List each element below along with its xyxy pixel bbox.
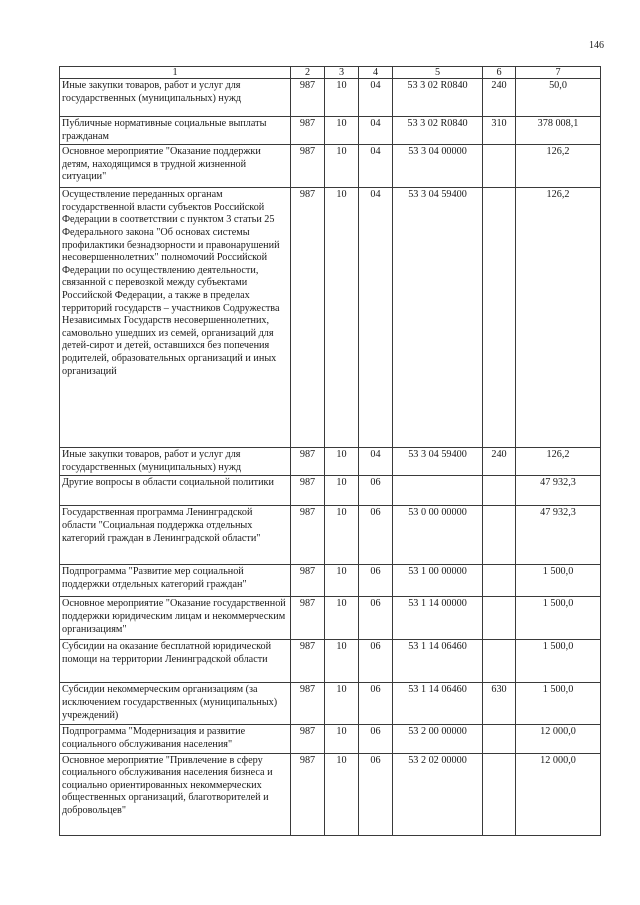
expense-type-cell: 240 (483, 448, 516, 476)
target-article-cell: 53 2 02 00000 (393, 753, 483, 835)
expense-type-cell: 310 (483, 117, 516, 145)
ved-code-cell: 987 (291, 476, 325, 506)
row-name-cell: Государственная программа Ленинградской области "Социальная поддержка отдельных категорий граждан в Ленинградской области" (60, 506, 291, 565)
expense-type-cell (483, 506, 516, 565)
subsection-code-cell: 04 (359, 188, 393, 448)
target-article-cell: 53 0 00 00000 (393, 506, 483, 565)
table-row (60, 506, 601, 565)
section-code-cell: 10 (325, 188, 359, 448)
ved-code-cell: 987 (291, 188, 325, 448)
target-article-cell: 53 3 04 59400 (393, 448, 483, 476)
ved-code-cell: 987 (291, 753, 325, 835)
section-code-cell: 10 (325, 476, 359, 506)
table-row (60, 725, 601, 753)
subsection-code-cell: 06 (359, 640, 393, 683)
expense-type-cell (483, 476, 516, 506)
target-article-cell: 53 3 04 59400 (393, 188, 483, 448)
amount-cell: 126,2 (516, 188, 601, 448)
ved-code-cell: 987 (291, 448, 325, 476)
section-code-cell: 10 (325, 145, 359, 188)
ved-code-cell: 987 (291, 79, 325, 117)
amount-cell: 50,0 (516, 79, 601, 117)
column-header: 2 (291, 67, 325, 79)
ved-code-cell: 987 (291, 683, 325, 725)
page-number: 146 (589, 40, 604, 51)
column-header: 4 (359, 67, 393, 79)
column-header: 3 (325, 67, 359, 79)
ved-code-cell: 987 (291, 640, 325, 683)
column-header: 1 (60, 67, 291, 79)
row-name-cell: Иные закупки товаров, работ и услуг для государственных (муниципальных) нужд (60, 79, 291, 117)
row-name-cell: Субсидии на оказание бесплатной юридической помощи на территории Ленинградской области (60, 640, 291, 683)
subsection-code-cell: 04 (359, 145, 393, 188)
subsection-code-cell: 06 (359, 476, 393, 506)
subsection-code-cell: 04 (359, 79, 393, 117)
target-article-cell: 53 2 00 00000 (393, 725, 483, 753)
subsection-code-cell: 04 (359, 448, 393, 476)
expense-type-cell (483, 565, 516, 597)
row-name-cell: Осуществление переданных органам государственной власти субъектов Российской Федерации в соответствии с пунктом 3 статьи 25 Федерального закона "Об основах системы профилактики безнадзорности и правонарушений несовершеннолетних" полномочий Российской Федерации по осуществлению деятельности, связанной с перевозкой между субъектами Российской Федерации, а также в пределах территорий государств – участников Содружества Независимых Государств несовершеннолетних, самовольно ушедших из семей, организаций для детей-сирот и детей, оставшихся без попечения родителей, образовательных организаций и иных организаций (60, 188, 291, 448)
target-article-cell: 53 1 14 06460 (393, 683, 483, 725)
target-article-cell: 53 1 14 00000 (393, 597, 483, 640)
expense-type-cell (483, 640, 516, 683)
section-code-cell: 10 (325, 79, 359, 117)
row-name-cell: Подпрограмма "Модернизация и развитие социального обслуживания населения" (60, 725, 291, 753)
table-row (60, 79, 601, 117)
subsection-code-cell: 06 (359, 725, 393, 753)
table-row (60, 640, 601, 683)
table-row (60, 117, 601, 145)
subsection-code-cell: 06 (359, 506, 393, 565)
row-name-cell: Основное мероприятие "Оказание поддержки детям, находящимся в трудной жизненной ситуации" (60, 145, 291, 188)
table-row (60, 597, 601, 640)
expense-type-cell (483, 188, 516, 448)
table-row (60, 753, 601, 835)
amount-cell: 126,2 (516, 145, 601, 188)
target-article-cell: 53 3 04 00000 (393, 145, 483, 188)
amount-cell: 378 008,1 (516, 117, 601, 145)
row-name-cell: Другие вопросы в области социальной политики (60, 476, 291, 506)
subsection-code-cell: 06 (359, 597, 393, 640)
table-header-row (60, 67, 601, 79)
section-code-cell: 10 (325, 640, 359, 683)
row-name-cell: Субсидии некоммерческим организациям (за исключением государственных (муниципальных) учреждений) (60, 683, 291, 725)
table-row (60, 145, 601, 188)
section-code-cell: 10 (325, 753, 359, 835)
ved-code-cell: 987 (291, 725, 325, 753)
expense-type-cell: 630 (483, 683, 516, 725)
column-header: 6 (483, 67, 516, 79)
section-code-cell: 10 (325, 117, 359, 145)
amount-cell: 126,2 (516, 448, 601, 476)
amount-cell: 12 000,0 (516, 753, 601, 835)
subsection-code-cell: 06 (359, 753, 393, 835)
amount-cell: 1 500,0 (516, 640, 601, 683)
row-name-cell: Иные закупки товаров, работ и услуг для государственных (муниципальных) нужд (60, 448, 291, 476)
table-row (60, 476, 601, 506)
amount-cell: 1 500,0 (516, 683, 601, 725)
table-row (60, 448, 601, 476)
subsection-code-cell: 06 (359, 565, 393, 597)
amount-cell: 12 000,0 (516, 725, 601, 753)
amount-cell: 47 932,3 (516, 506, 601, 565)
target-article-cell: 53 3 02 R0840 (393, 117, 483, 145)
expense-type-cell (483, 145, 516, 188)
amount-cell: 47 932,3 (516, 476, 601, 506)
budget-table (59, 66, 601, 836)
row-name-cell: Публичные нормативные социальные выплаты гражданам (60, 117, 291, 145)
expense-type-cell (483, 597, 516, 640)
subsection-code-cell: 04 (359, 117, 393, 145)
ved-code-cell: 987 (291, 506, 325, 565)
target-article-cell (393, 476, 483, 506)
table-row (60, 565, 601, 597)
section-code-cell: 10 (325, 725, 359, 753)
ved-code-cell: 987 (291, 565, 325, 597)
section-code-cell: 10 (325, 597, 359, 640)
target-article-cell: 53 3 02 R0840 (393, 79, 483, 117)
target-article-cell: 53 1 00 00000 (393, 565, 483, 597)
section-code-cell: 10 (325, 683, 359, 725)
ved-code-cell: 987 (291, 597, 325, 640)
ved-code-cell: 987 (291, 117, 325, 145)
row-name-cell: Основное мероприятие "Привлечение в сферу социального обслуживания населения бизнеса и социально ориентированных некоммерческих общественных организаций, благотворителей и добровольцев" (60, 753, 291, 835)
target-article-cell: 53 1 14 06460 (393, 640, 483, 683)
table-row (60, 188, 601, 448)
expense-type-cell: 240 (483, 79, 516, 117)
section-code-cell: 10 (325, 506, 359, 565)
expense-type-cell (483, 753, 516, 835)
table-row (60, 683, 601, 725)
row-name-cell: Основное мероприятие "Оказание государственной поддержки юридическим лицам и некоммерческим организациям" (60, 597, 291, 640)
expense-type-cell (483, 725, 516, 753)
section-code-cell: 10 (325, 448, 359, 476)
ved-code-cell: 987 (291, 145, 325, 188)
row-name-cell: Подпрограмма "Развитие мер социальной поддержки отдельных категорий граждан" (60, 565, 291, 597)
amount-cell: 1 500,0 (516, 597, 601, 640)
column-header: 5 (393, 67, 483, 79)
amount-cell: 1 500,0 (516, 565, 601, 597)
section-code-cell: 10 (325, 565, 359, 597)
column-header: 7 (516, 67, 601, 79)
subsection-code-cell: 06 (359, 683, 393, 725)
